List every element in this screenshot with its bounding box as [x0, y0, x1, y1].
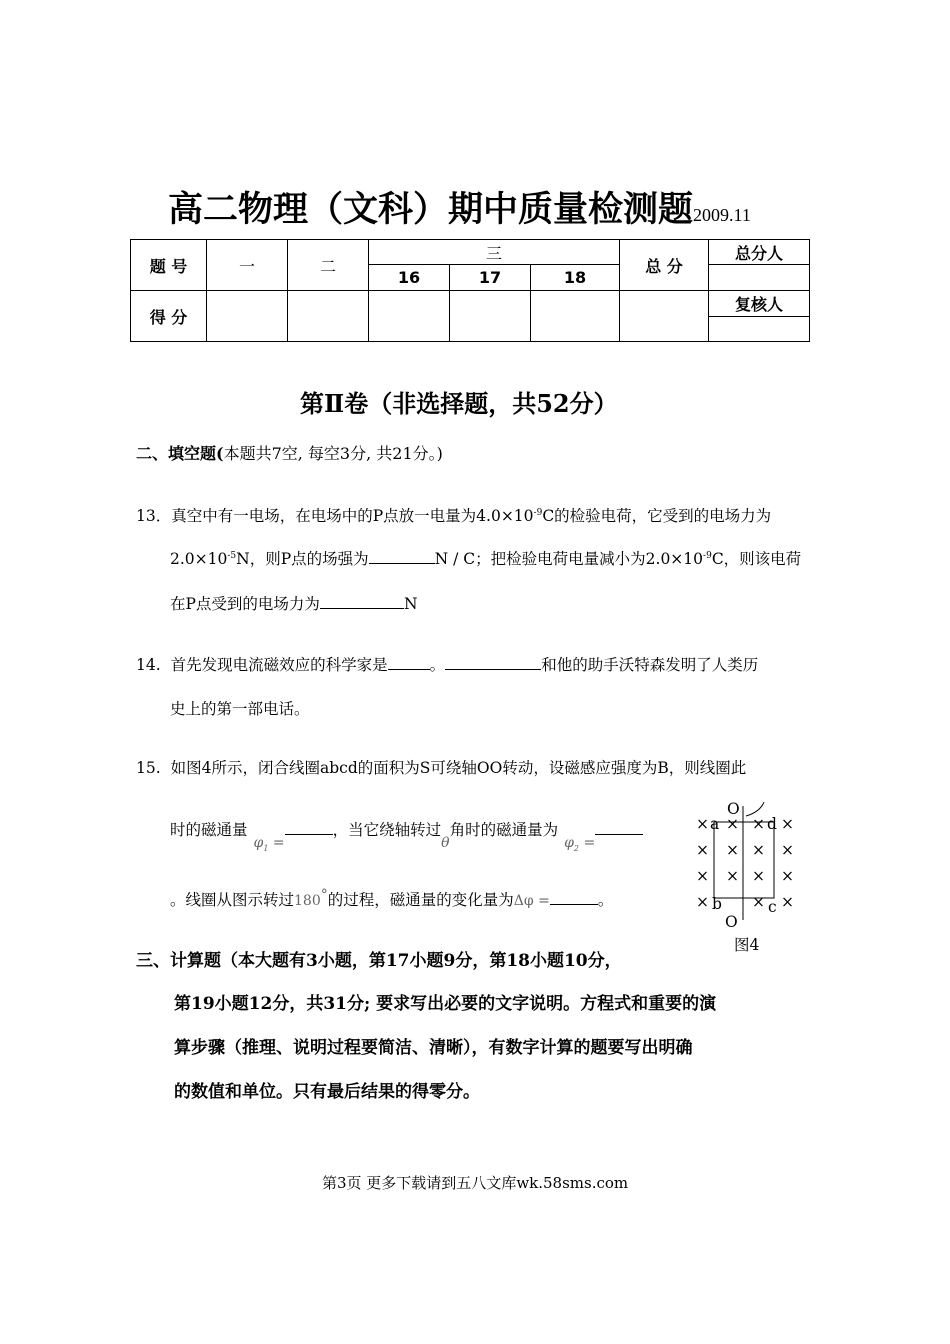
q13-text1: 真空中有一电场，在电场中的P点放一电量为4.0×10: [171, 507, 534, 525]
field-cross: ×: [696, 867, 709, 885]
field-cross: ×: [696, 893, 709, 911]
col-one: 一: [207, 240, 288, 291]
part2-heading-bold: 二、填空题(: [136, 444, 224, 463]
score-table: [130, 239, 810, 342]
q13-number: 13．: [136, 507, 172, 525]
cell-score-total[interactable]: [620, 291, 709, 342]
col-16: 16: [369, 265, 450, 291]
phi2-symbol: $\varphi_2$ =: [564, 835, 596, 853]
q14-number: 14.: [136, 656, 161, 674]
q13-text2c: N / C；把检验电荷电量减小为2.0×10: [434, 550, 704, 568]
title-text: 高二物理（文科）期中质量检测题: [168, 189, 694, 230]
q15-text3a: 。线圈从图示转过: [170, 891, 295, 910]
col-reviewer: 复核人: [709, 291, 810, 317]
cell-reviewer-value[interactable]: [709, 317, 810, 342]
q13-text3b: N: [403, 595, 418, 613]
q13-text2a: 2.0×10: [170, 550, 228, 568]
q14-text1c: 和他的助手沃特森发明了人类历: [541, 656, 759, 674]
q15-line1: [136, 756, 746, 778]
q15-blank-delta-phi[interactable]: [550, 890, 598, 905]
q15-text2c: 角时的磁通量为: [449, 821, 559, 839]
label-a: a: [710, 815, 720, 833]
field-cross: ×: [781, 893, 794, 911]
part3-line3: 算步骤（推理、说明过程要简洁、清晰），有数字计算的题要写出明确: [174, 1038, 693, 1058]
q15-text3c: 。: [597, 891, 614, 910]
field-cross: ×: [726, 867, 739, 885]
label-score: 得 分: [131, 291, 207, 342]
q13-exp2: -5: [227, 550, 237, 561]
field-cross: ×: [696, 841, 709, 859]
q13-text2b: N，则P点的场强为: [236, 550, 369, 568]
col-two: 二: [288, 240, 369, 291]
part3-line1: 三、计算题（本大题有3小题，第17小题9分，第18小题10分，: [136, 951, 622, 971]
part3-line4: 的数值和单位。只有最后结果的得零分。: [174, 1082, 480, 1102]
figure-caption: 图4: [734, 936, 760, 954]
field-cross: ×: [781, 815, 794, 833]
field-cross: ×: [752, 841, 765, 859]
q13-blank-force[interactable]: [320, 594, 404, 609]
q14-text1a: 首先发现电流磁效应的科学家是: [170, 656, 388, 674]
col-17: 17: [450, 265, 531, 291]
title-date: 2009.11: [693, 205, 751, 225]
field-cross: ×: [696, 815, 709, 833]
q13-text1b: C的检验电荷，它受到的电场力为: [542, 507, 772, 525]
field-cross: ×: [726, 841, 739, 859]
deg-180: 180: [294, 893, 321, 910]
q15-number: 15.: [136, 759, 161, 777]
col-total: 总 分: [620, 240, 709, 291]
label-o-top: O: [727, 800, 740, 818]
coil-rect: [714, 822, 774, 898]
q15-text2a: 时的磁通量: [170, 821, 248, 839]
col-totaler: 总分人: [709, 240, 810, 265]
page-title: [168, 182, 751, 232]
q15-line3: 。线圈从图示转过180°的过程，磁通量的变化量为Δφ = 。: [170, 887, 614, 910]
cell-totaler-value[interactable]: [709, 265, 810, 291]
q15-line2: [170, 818, 643, 853]
label-d: d: [767, 815, 777, 833]
q14-line2: 史上的第一部电话。: [170, 700, 310, 718]
q13-exp3: -9: [703, 550, 712, 561]
field-cross: ×: [752, 867, 765, 885]
q14-text1b: 。: [429, 656, 446, 674]
col-three: 三: [369, 240, 620, 265]
part2-heading: [136, 441, 443, 464]
label-c: c: [768, 898, 777, 916]
part2-heading-rest: 本题共7空, 每空3分, 共21分。): [223, 444, 443, 463]
phi1-symbol: $\varphi_1$ =: [253, 835, 285, 853]
q13-text3a: 在P点受到的电场力为: [170, 595, 320, 613]
q15-blank-phi1[interactable]: [285, 820, 333, 835]
q13-blank-field-strength[interactable]: [369, 549, 435, 564]
figure-4: [690, 798, 810, 958]
q15-text1: 如图4所示，闭合线圈abcd的面积为S可绕轴OO转动，设磁感应强度为B，则线圈此: [170, 759, 747, 777]
label-o-bottom: O: [725, 913, 738, 931]
q13-line3: [170, 592, 418, 614]
cell-score-16[interactable]: [369, 291, 450, 342]
q14-blank-inventor[interactable]: [445, 655, 541, 670]
q14-blank-scientist[interactable]: [388, 655, 430, 670]
field-cross: ×: [781, 867, 794, 885]
q15-text3b: 的过程，磁通量的变化量为: [327, 891, 514, 910]
rotation-arrow-icon: [746, 802, 764, 816]
q14-line1: [136, 653, 758, 675]
page-footer: 第3页 更多下载请到五八文库wk.58sms.com: [322, 1174, 629, 1192]
cell-score-two[interactable]: [288, 291, 369, 342]
field-cross: ×: [752, 815, 765, 833]
delta-phi-symbol: Δφ =: [513, 893, 550, 910]
q13-line2: [170, 547, 801, 569]
field-cross: ×: [726, 815, 739, 833]
section-title: 第Ⅱ卷（非选择题，共52分）: [300, 389, 618, 418]
theta-symbol: θ: [441, 835, 450, 851]
label-b: b: [712, 895, 722, 913]
cell-score-one[interactable]: [207, 291, 288, 342]
cell-score-18[interactable]: [531, 291, 620, 342]
part3-line2: 第19小题12分，共31分; 要求写出必要的文字说明。方程式和重要的演: [174, 994, 717, 1014]
label-question-number: 题 号: [131, 240, 207, 291]
q15-text2b: ，当它绕轴转过: [332, 821, 442, 839]
col-18: 18: [531, 265, 620, 291]
q13-line1: [136, 504, 771, 526]
field-cross: ×: [752, 893, 765, 911]
field-cross: ×: [781, 841, 794, 859]
q15-blank-phi2[interactable]: [595, 820, 643, 835]
q13-exp1: -9: [533, 507, 543, 518]
q13-text2d: C，则该电荷: [711, 550, 802, 568]
cell-score-17[interactable]: [450, 291, 531, 342]
